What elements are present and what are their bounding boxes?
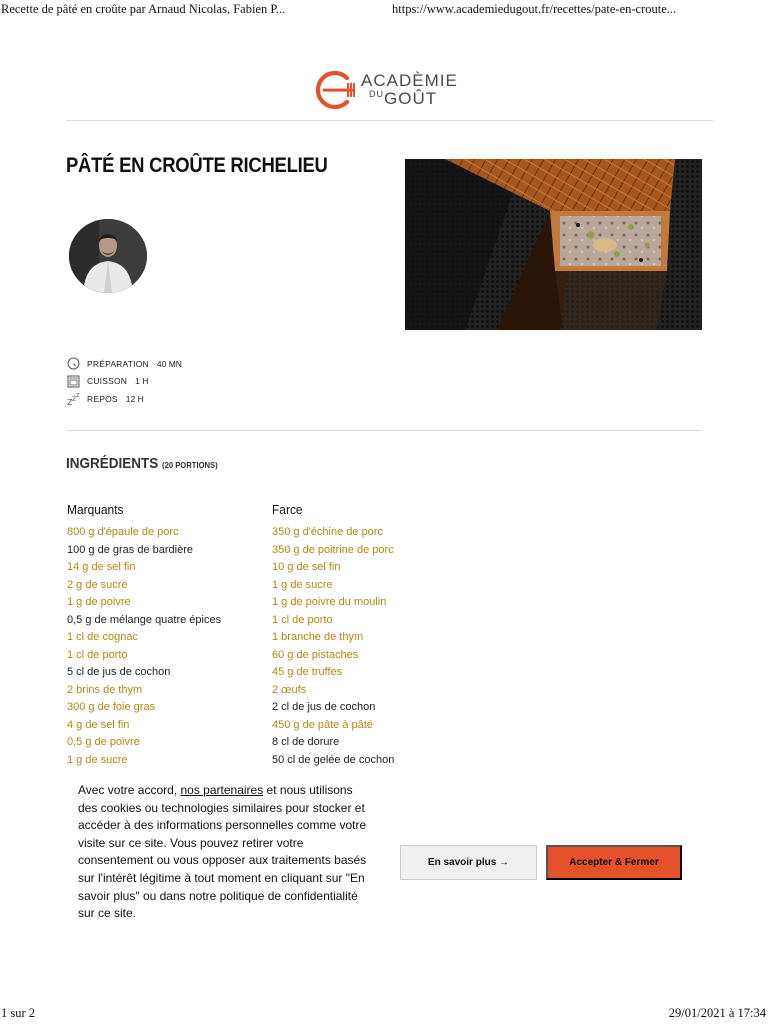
ingredient-item[interactable]: 2 œufs [272, 683, 307, 696]
ingredient-item[interactable]: 2 brins de thym [67, 683, 143, 696]
logo-line-academie: ACADÈMIE [361, 71, 458, 90]
header-divider [66, 120, 713, 121]
column-title: Marquants [67, 502, 124, 517]
ingredients-column-farce [272, 502, 394, 769]
timer-icon [66, 357, 81, 371]
ingredient-item[interactable]: 450 g de pâte à pâté [272, 718, 373, 731]
print-page-url: https://www.academiedugout.fr/recettes/pate-en-croute... [392, 2, 677, 16]
time-value: 40 MN [156, 358, 182, 369]
page-title: PÂTÉ EN CROÛTE RICHELIEU [66, 154, 328, 177]
ingredient-item[interactable]: 14 g de sel fin [67, 561, 136, 573]
ingredient-item[interactable]: 1 g de poivre du moulin [272, 596, 387, 608]
print-header [0, 0, 768, 20]
portions-count: (20 PORTIONS) [162, 460, 218, 470]
ingredient-item: 100 g de gras de bardière [67, 543, 193, 556]
logo-du: DU [369, 89, 384, 99]
ingredient-item[interactable]: 0,5 g de poivre [67, 736, 140, 748]
logo-wordmark [361, 72, 458, 108]
cookie-text-start: Avec votre accord, [78, 783, 181, 797]
time-label: PRÉPARATION [87, 358, 149, 369]
ingredient-item[interactable]: 350 g d'échine de porc [272, 526, 383, 538]
time-value: 1 H [135, 376, 149, 387]
fork-logo-icon [311, 70, 357, 110]
ingredient-item[interactable]: 4 g de sel fin [67, 718, 130, 731]
oven-icon [66, 374, 81, 388]
learn-more-button[interactable]: En savoir plus → [400, 845, 537, 880]
time-value: 12 H [125, 393, 144, 404]
ingredient-item[interactable]: 45 g de truffes [272, 666, 343, 678]
ingredient-item[interactable]: 60 g de pistaches [272, 648, 359, 661]
site-logo[interactable] [311, 70, 471, 112]
time-label: CUISSON [87, 376, 128, 387]
ingredient-item[interactable]: 2 g de sucre [67, 578, 128, 591]
ingredient-list [272, 524, 394, 769]
ingredient-item[interactable]: 300 g de foie gras [67, 701, 156, 713]
ingredient-item[interactable]: 1 g de sucre [272, 578, 333, 591]
ingredient-item[interactable]: 1 branche de thym [272, 631, 364, 643]
page-number: 1 sur 2 [1, 1006, 36, 1020]
ingredient-item[interactable]: 350 g de poitrine de porc [272, 543, 394, 556]
ingredients-heading [66, 455, 218, 472]
pate-en-croute-image [405, 159, 702, 330]
ingredient-item[interactable]: 1 cl de cognac [67, 631, 138, 643]
column-title: Farce [272, 502, 303, 517]
accept-close-button[interactable]: Accepter & Fermer [546, 845, 682, 880]
time-repos [66, 390, 182, 408]
section-divider [66, 430, 702, 431]
ingredient-list [67, 524, 221, 769]
ingredient-item[interactable]: 1 g de sucre [67, 753, 128, 766]
time-cuisson [66, 373, 182, 391]
sleep-icon [66, 392, 81, 406]
print-page-title: Recette de pâté en croûte par Arnaud Nicolas, Fabien P... [1, 2, 286, 16]
chef-avatar[interactable] [69, 219, 147, 293]
print-footer [0, 1004, 768, 1024]
chef-photo [69, 219, 147, 293]
svg-text:Z: Z [75, 392, 79, 399]
ingredient-item: 0,5 g de mélange quatre épices [67, 613, 222, 626]
recipe-photo [405, 159, 702, 330]
ingredients-column-marquants [67, 502, 221, 769]
ingredient-item: 2 cl de jus de cochon [272, 701, 376, 713]
recipe-times [66, 355, 182, 408]
partners-link[interactable]: nos partenaires [180, 783, 264, 797]
ingredient-item[interactable]: 1 g de poivre [67, 596, 131, 608]
ingredient-item[interactable]: 1 cl de porto [67, 648, 128, 661]
cookie-text-end: et nous utilisons des cookies ou technologies similaires pour stocker et accéder à des informations personnelles comme votre visite sur ce site. Vous pouvez retirer votre consentement ou vous opposer aux traitements basés sur l'intérêt légitime à tout moment en cliquant sur "En savoir plus" ou dans notre politique de confidentialité sur ce site. [78, 783, 367, 921]
ingredient-item[interactable]: 10 g de sel fin [272, 561, 341, 573]
ingredient-item: 8 cl de dorure [272, 736, 340, 748]
ingredient-item: 50 cl de gelée de cochon [272, 753, 395, 766]
time-preparation [66, 355, 182, 373]
cookie-consent-text [78, 782, 368, 923]
svg-text:Z: Z [71, 395, 76, 403]
svg-text:Z: Z [66, 397, 72, 406]
logo-gout: GOÛT [384, 89, 438, 108]
ingredients-title: INGRÉDIENTS [66, 455, 159, 472]
print-datetime: 29/01/2021 à 17:34 [668, 1006, 766, 1020]
ingredient-item[interactable]: 1 cl de porto [272, 613, 333, 626]
time-label: REPOS [87, 393, 118, 404]
ingredient-item[interactable]: 800 g d'épaule de porc [67, 526, 179, 538]
ingredient-item: 5 cl de jus de cochon [67, 666, 171, 678]
